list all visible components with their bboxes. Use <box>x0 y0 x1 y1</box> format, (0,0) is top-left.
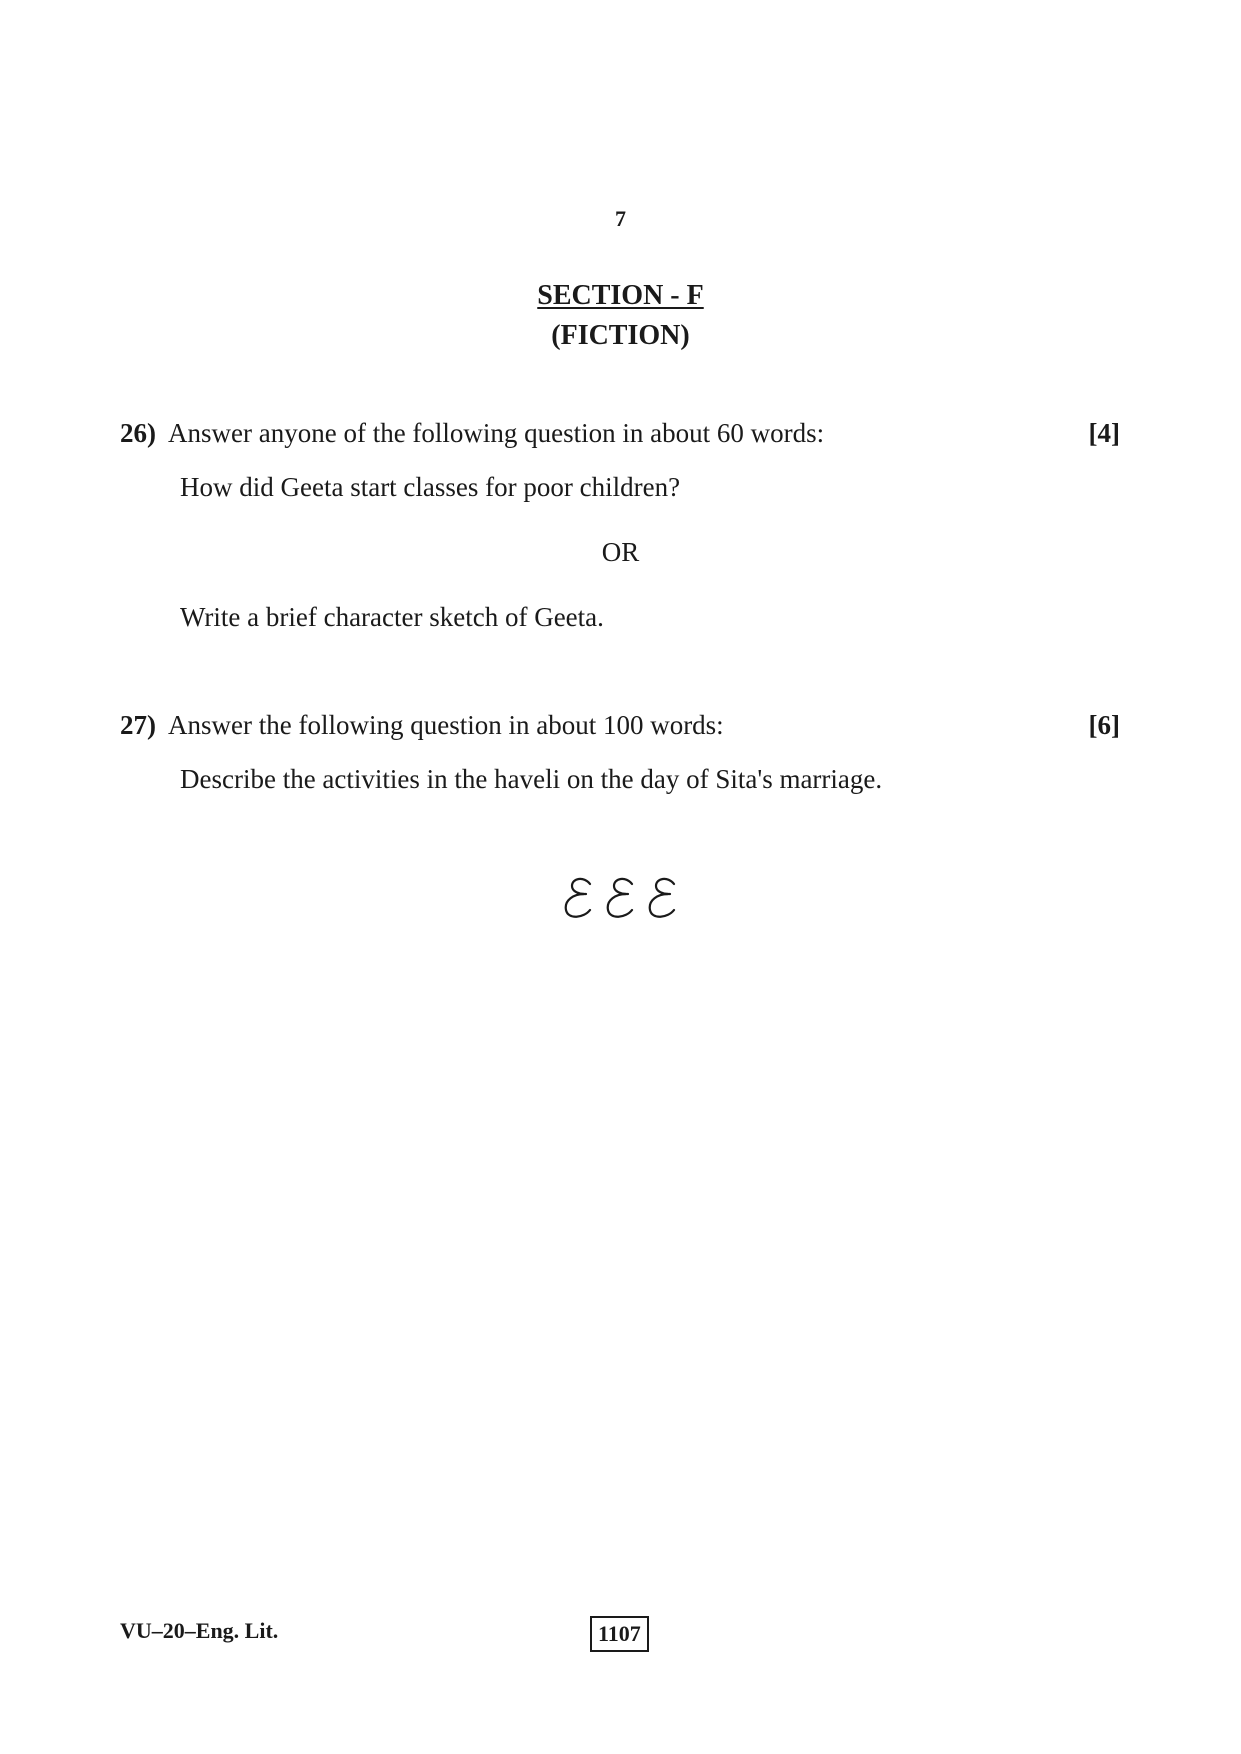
question-26-option-2: Write a brief character sketch of Geeta. <box>180 602 604 632</box>
section-subtitle: (FICTION) <box>551 320 690 351</box>
section-title <box>0 280 1241 312</box>
script-e-3-icon <box>650 879 674 917</box>
question-26-option-1: How did Geeta start classes for poor children? <box>180 472 681 502</box>
question-instruction: Answer anyone of the following question in about 60 words: <box>168 418 825 448</box>
question-number: 26) <box>120 418 156 448</box>
question-number: 27) <box>120 710 156 740</box>
question-instruction: Answer the following question in about 100 words: <box>168 710 724 740</box>
page-number: 7 <box>615 206 626 231</box>
question-27-text: Describe the activities in the haveli on the day of Sita's marriage. <box>180 764 883 794</box>
question-marks: [4] <box>1088 418 1120 448</box>
question-27-header <box>120 708 1120 742</box>
script-e-1-icon <box>566 879 590 917</box>
section-title-text: SECTION - F <box>537 280 704 311</box>
question-26-header <box>120 416 1120 450</box>
footer-paper-code: VU–20–Eng. Lit. <box>120 1618 279 1643</box>
or-separator: OR <box>601 537 640 567</box>
question-marks: [6] <box>1088 710 1120 740</box>
footer-paper-number: 1107 <box>590 1616 649 1652</box>
script-e-2-icon <box>608 879 632 917</box>
end-ornament-icon <box>560 868 690 928</box>
